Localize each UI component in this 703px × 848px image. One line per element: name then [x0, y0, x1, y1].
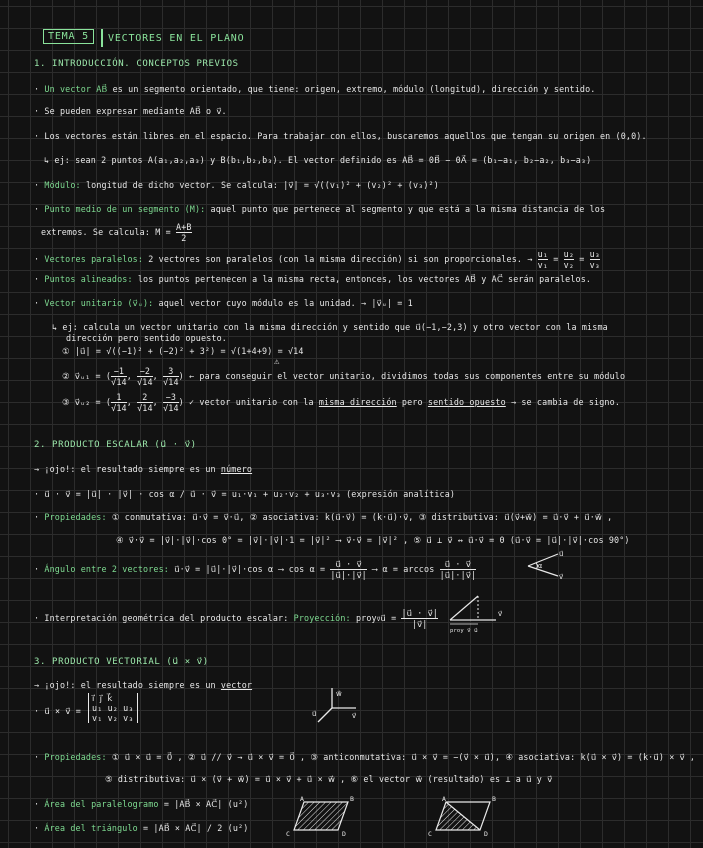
bullet-alineados: · Puntos alineados: los puntos pertenecen a la misma recta, entonces, los vectores AB⃗ y AC⃗ serán paralelos. [34, 274, 592, 284]
tema-label: TEMA 5 [43, 29, 94, 44]
example-unitario-2: dirección pero sentido opuesto. [66, 333, 227, 343]
svg-text:v⃗: v⃗ [352, 712, 357, 720]
step-2: ② v⃗ᵤ₁ = ( $\frac{-1}{√14}$, $\frac{-2}{√14}$, $\frac{3}{√14}$) ← para conseguir el vector unitario, dividimos todas sus componentes entre su módulo [62, 366, 626, 387]
axes-diagram [312, 686, 372, 726]
example-ab: ↳ ej: sean 2 puntos A(a₁,a₂,a₃) y B(b₁,b₂,b₃). El vector definido es AB⃗ = 0B⃗ − 0A⃗ = (b₁−a₁, b₂−a₂, b₃−a₃) [44, 155, 592, 165]
determinant-matrix: i⃗ j⃗ k⃗ u₁ u₂ u₃ v₁ v₂ v₃ [88, 693, 138, 723]
bullet-punto-medio: · Punto medio de un segmento (M): aquel punto que pertenece al segmento y que está a la misma distancia de los [34, 204, 606, 214]
svg-text:w⃗: w⃗ [336, 690, 342, 698]
svg-text:A: A [300, 795, 305, 803]
projection-diagram [448, 594, 508, 634]
bullet-unitario: · Vector unitario (v⃗ᵤ): aquel vector cuyo módulo es la unidad. → |v⃗ᵤ| = 1 [34, 298, 413, 308]
example-unitario: ↳ ej: calcula un vector unitario con la misma dirección y sentido que u⃗(−1,−2,3) y otro vector con la misma [52, 322, 608, 332]
proy-label: proy v⃗ u⃗ [450, 628, 478, 634]
bullet-expresion: · Se pueden expresar mediante AB⃗ o v⃗. [34, 106, 227, 116]
punto-medio-formula: extremos. Se calcula: M = $\frac{A+B}{2}$ [41, 222, 192, 243]
svg-text:B: B [350, 795, 355, 803]
svg-text:α: α [538, 562, 543, 570]
bullet-vector: · Un vector AB⃗ es un segmento orientado, que tiene: origen, extremo, módulo (longitud), dirección y sentido. [34, 84, 596, 94]
section-3-heading: 3. PRODUCTO VECTORIAL (u⃗ × v⃗) [34, 657, 209, 667]
term-vector: Un vector AB⃗ [44, 84, 108, 94]
svg-text:D: D [484, 830, 489, 838]
svg-text:u⃗: u⃗ [312, 710, 317, 718]
bullet-proyeccion: · Interpretación geométrica del producto escalar: Proyección: proyv⃗u⃗ = $\frac{|u⃗ \cdot v⃗|}{|v⃗|}$ [34, 608, 438, 629]
warning-icon: ⚠ [274, 357, 280, 367]
title-divider [101, 29, 103, 47]
svg-text:v⃗: v⃗ [498, 610, 503, 618]
ojo-numero: → ¡ojo!: el resultado siempre es un número [34, 464, 253, 474]
bullet-area-triangulo: · Área del triángulo = |AB⃗ × AC⃗| / 2 (u²) [34, 823, 249, 833]
bullet-vectorial-def: · u⃗ × v⃗ = [34, 706, 81, 716]
bullet-escalar-propiedades: · Propiedades: ① conmutativa: u⃗·v⃗ = v⃗·u⃗, ② asociativa: k(u⃗·v⃗) = (k·u⃗)·v⃗, ③ distributiva: u⃗(v⃗+w⃗) = u⃗·v⃗ + u⃗·w⃗ , [34, 512, 613, 522]
section-1-heading: 1. INTRODUCCIÓN. CONCEPTOS PREVIOS [34, 59, 239, 69]
step-1: ① |u⃗| = √((−1)² + (−2)² + 3²) = √(1+4+9) = √14 [62, 346, 304, 356]
svg-text:u⃗: u⃗ [559, 550, 564, 558]
parallelogram-diagram [286, 796, 358, 840]
bullet-paralelos: · Vectores paralelos: 2 vectores son paralelos (con la misma dirección) si son proporcionales. → $\frac{\text{u₁}}{\text{v₁}}$ = $\frac{\text{u₂}}{\text{v₂}}$ = $\frac{\text{u₃}}{\text{v₃}}$ [34, 249, 600, 270]
escalar-propiedades-2: ④ v⃗·v⃗ = |v⃗|·|v⃗|·cos 0° = |v⃗|·|v⃗|·1 = |v⃗|² ⟶ v⃗·v⃗ = |v⃗|² , ⑤ u⃗ ⊥ v⃗ ↔ u⃗·v⃗ = 0 (u⃗·v⃗ = |u⃗|·|v⃗|·cos 90°) [116, 535, 630, 545]
svg-text:A: A [442, 795, 447, 803]
bullet-modulo: · Módulo: longitud de dicho vector. Se calcula: |v⃗| = √((v₁)² + (v₂)² + (v₃)²) [34, 180, 439, 190]
page-title: VECTORES EN EL PLANO [108, 33, 245, 44]
svg-text:B: B [492, 795, 497, 803]
angle-diagram [524, 552, 572, 582]
svg-text:C: C [428, 830, 433, 838]
bullet-libres: · Los vectores están libres en el espacio. Para trabajar con ellos, buscaremos aquellos que tengan su origen en (0,0). [34, 131, 647, 141]
svg-text:C: C [286, 830, 291, 838]
ojo-vector: → ¡ojo!: el resultado siempre es un vector [34, 680, 253, 690]
bullet-vectorial-propiedades: · Propiedades: ① u⃗ × u⃗ = 0⃗ , ② u⃗ // v⃗ → u⃗ × v⃗ = 0⃗ , ③ anticonmutativa: u⃗ × v⃗ = −(v⃗ × u⃗), ④ asociativa: k(u⃗ × v⃗) = (k·u⃗) × v⃗ , [34, 752, 696, 762]
bullet-angulo: · Ángulo entre 2 vectores: u⃗·v⃗ = |u⃗|·|v⃗|·cos α ⟶ cos α = $\frac{u⃗ \cdot v⃗}{|u⃗|\cdot|v⃗|}$ ⟶ α = arccos $\frac{u⃗ \cdot v⃗}{|u⃗|\cdot|v⃗|}$ [34, 559, 477, 580]
bullet-area-paralelogramo: · Área del paralelogramo = |AB⃗ × AC⃗| (u²) [34, 799, 249, 809]
svg-text:D: D [342, 830, 347, 838]
section-2-heading: 2. PRODUCTO ESCALAR (u⃗ · v⃗) [34, 440, 197, 450]
triangle-diagram [428, 796, 500, 840]
svg-text:v⃗: v⃗ [559, 573, 564, 581]
step-3: ③ v⃗ᵤ₂ = ( $\frac{1}{√14}$, $\frac{2}{√14}$, $\frac{-3}{√14}$) ✓ vector unitario con la misma dirección pero sentido opuesto → se cambia de signo. [62, 392, 621, 413]
vectorial-propiedades-2: ⑤ distributiva: u⃗ × (v⃗ + w⃗) = u⃗ × v⃗ + u⃗ × w⃗ , ⑥ el vector w⃗ (resultado) es ⊥ a u⃗ y v⃗ [105, 774, 553, 784]
bullet-escalar-def: · u⃗ · v⃗ = |u⃗| · |v⃗| · cos α / u⃗ · v⃗ = u₁·v₁ + u₂·v₂ + u₃·v₃ (expresión analítica) [34, 489, 456, 499]
